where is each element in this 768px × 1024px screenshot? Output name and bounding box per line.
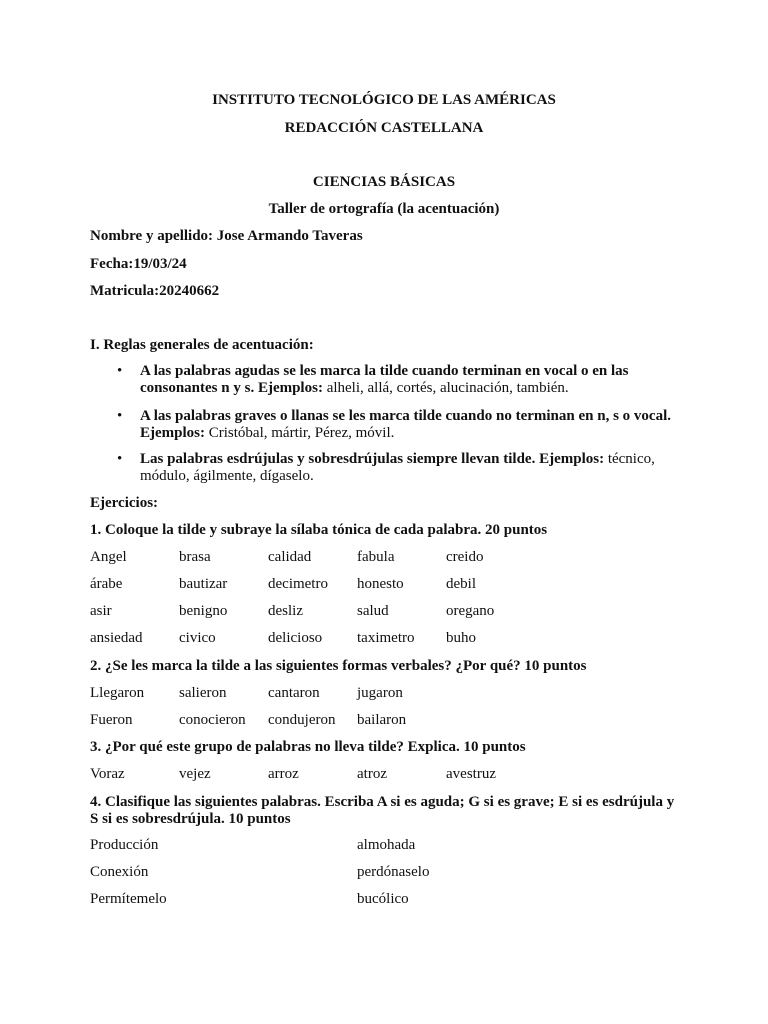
word-cell: desliz [268,603,303,619]
word-cell: delicioso [268,630,323,646]
word-cell: Producción [90,837,159,853]
word-cell: jugaron [357,685,403,701]
bullet-icon: • [117,363,123,379]
word-cell: arroz [268,766,299,782]
rule-examples: Cristóbal, mártir, Pérez, móvil. [205,425,395,441]
rule-item [140,408,700,442]
word-cell: Angel [90,549,127,565]
word-cell: perdónaselo [357,864,430,880]
word-cell: almohada [357,837,416,853]
rule-examples: técnico, módulo, ágilmente, dígaselo. [140,451,655,484]
word-cell: fabula [357,549,395,565]
exercise-4-title-cont: S si es sobresdrújula. 10 puntos [90,811,291,827]
rule-item [140,451,700,485]
exercise-1-title: 1. Coloque la tilde y subraye la sílaba tónica de cada palabra. 20 puntos [90,522,548,538]
word-cell: Permítemelo [90,891,167,907]
exercise-4-title: 4. Clasifique las siguientes palabras. Escriba A si es aguda; G si es grave; E si es esdrújula y [90,794,675,810]
word-cell: Fueron [90,712,133,728]
word-cell: brasa [179,549,211,565]
student-id: Matricula:20240662 [90,283,220,299]
word-cell: civico [179,630,216,646]
section-title: I. Reglas generales de acentuación: [90,337,314,353]
rule-bold-text: A las palabras agudas se les marca la tilde cuando terminan en vocal o en las consonantes n y s. Ejemplos: [140,363,629,396]
word-cell: creido [446,549,484,565]
word-cell: debil [446,576,476,592]
word-cell: condujeron [268,712,336,728]
bullet-icon: • [117,408,123,424]
student-date: Fecha:19/03/24 [90,256,187,272]
word-cell: honesto [357,576,404,592]
word-cell: atroz [357,766,387,782]
word-cell: avestruz [446,766,496,782]
word-cell: árabe [90,576,123,592]
word-cell: bautizar [179,576,228,592]
exercise-3-title: 3. ¿Por qué este grupo de palabras no lleva tilde? Explica. 10 puntos [90,739,526,755]
word-cell: cantaron [268,685,320,701]
area-title: CIENCIAS BÁSICAS [312,174,456,190]
word-cell: ansiedad [90,630,143,646]
word-cell: bailaron [357,712,407,728]
word-cell: conocieron [179,712,246,728]
exercise-2-title: 2. ¿Se les marca la tilde a las siguientes formas verbales? ¿Por qué? 10 puntos [90,658,587,674]
exercises-label: Ejercicios: [90,495,159,511]
word-cell: decimetro [268,576,328,592]
workshop-title: Taller de ortografía (la acentuación) [268,201,500,217]
rule-item [140,363,700,397]
word-cell: Conexión [90,864,149,880]
word-cell: Llegaron [90,685,145,701]
word-cell: buho [446,630,476,646]
subject-title: REDACCIÓN CASTELLANA [284,120,484,136]
word-cell: calidad [268,549,312,565]
word-cell: taximetro [357,630,415,646]
word-cell: salud [357,603,389,619]
word-cell: salieron [179,685,227,701]
word-cell: bucólico [357,891,409,907]
institute-title: INSTITUTO TECNOLÓGICO DE LAS AMÉRICAS [212,92,556,108]
word-cell: asir [90,603,112,619]
student-name: Nombre y apellido: Jose Armando Taveras [90,228,363,244]
rule-bold-text: A las palabras graves o llanas se les marca tilde cuando no terminan en n, s o vocal. Ejemplos: [140,408,671,441]
bullet-icon: • [117,451,123,467]
rule-bold-text: Las palabras esdrújulas y sobresdrújulas siempre llevan tilde. Ejemplos: [140,451,605,467]
word-cell: Voraz [90,766,125,782]
word-cell: oregano [446,603,495,619]
word-cell: vejez [179,766,211,782]
word-cell: benigno [179,603,228,619]
rule-examples: alheli, allá, cortés, alucinación, también. [322,380,569,396]
